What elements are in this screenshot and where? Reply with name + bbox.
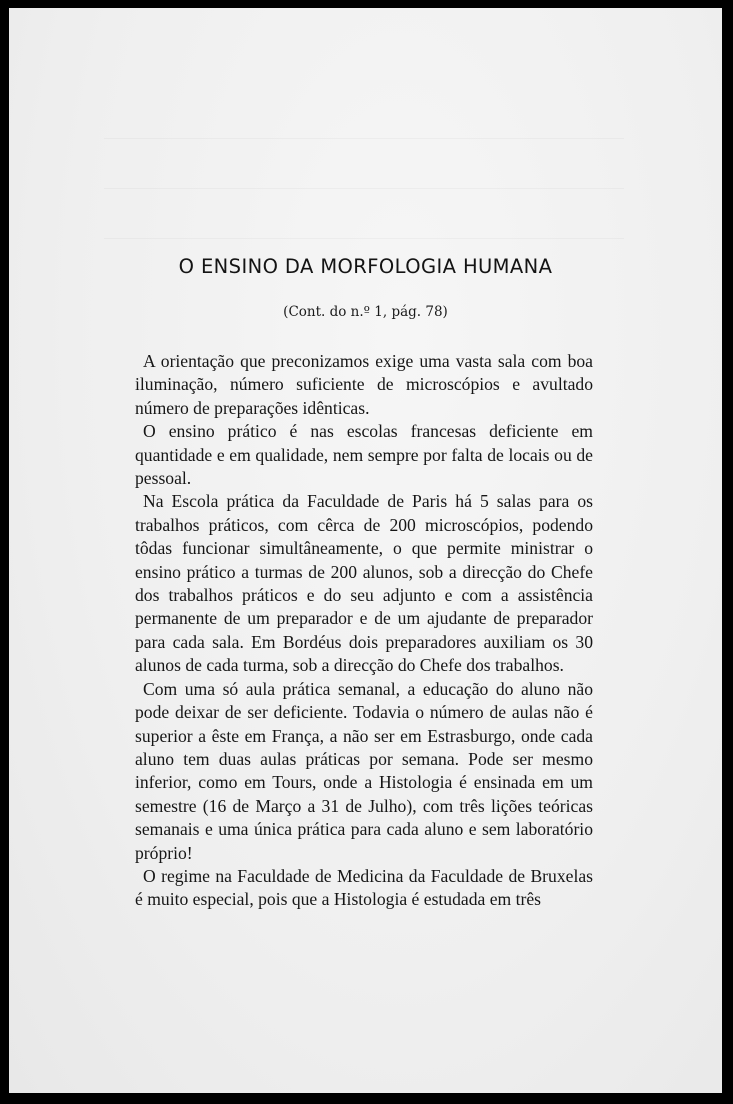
article-title: O ENSINO DA MORFOLOGIA HUMANA — [178, 255, 553, 278]
article-body — [135, 350, 593, 912]
show-through-line — [104, 138, 624, 139]
document-page — [9, 8, 722, 1093]
paragraph-3: Na Escola prática da Faculdade de Paris há 5 salas para os trabalhos práticos, com cêrca de 200 microscópios, podendo tôdas funcionar simultâneamente, o que permite ministrar o ensino prático a turmas de 200 alunos, sob a direcção do Chefe dos trabalhos práticos e do seu adjunto e com a assistência permanente de um preparador e de um ajudante de preparador para cada sala. Em Bordéus dois preparadores auxiliam os 30 alunos de cada turma, sob a direcção do Chefe dos trabalhos. — [135, 491, 593, 676]
show-through-line — [104, 238, 624, 239]
paragraph-5: O regime na Faculdade de Medicina da Faculdade de Bruxelas é muito especial, pois que a Histologia é estudada em três — [135, 865, 593, 910]
paragraph-1: A orientação que preconizamos exige uma vasta sala com boa iluminação, número suficiente de microscópios e avultado número de preparações idênticas. — [135, 351, 593, 418]
continuation-note: (Cont. do n.º 1, pág. 78) — [283, 304, 448, 320]
show-through-line — [104, 188, 624, 189]
paragraph-4: Com uma só aula prática semanal, a educação do aluno não pode deixar de ser deficiente. Todavia o número de aulas não é superior a êste em França, a não ser em Estrasburgo, onde cada aluno tem duas aulas práticas por semana. Pode ser mesmo inferior, como em Tours, onde a Histologia é ensinada em um semestre (16 de Março a 31 de Julho), com três lições teóricas semanais e uma única prática para cada aluno e sem laboratório próprio! — [135, 678, 593, 863]
paragraph-2: O ensino prático é nas escolas francesas deficiente em quantidade e em qualidade, nem sempre por falta de locais ou de pessoal. — [135, 421, 593, 489]
